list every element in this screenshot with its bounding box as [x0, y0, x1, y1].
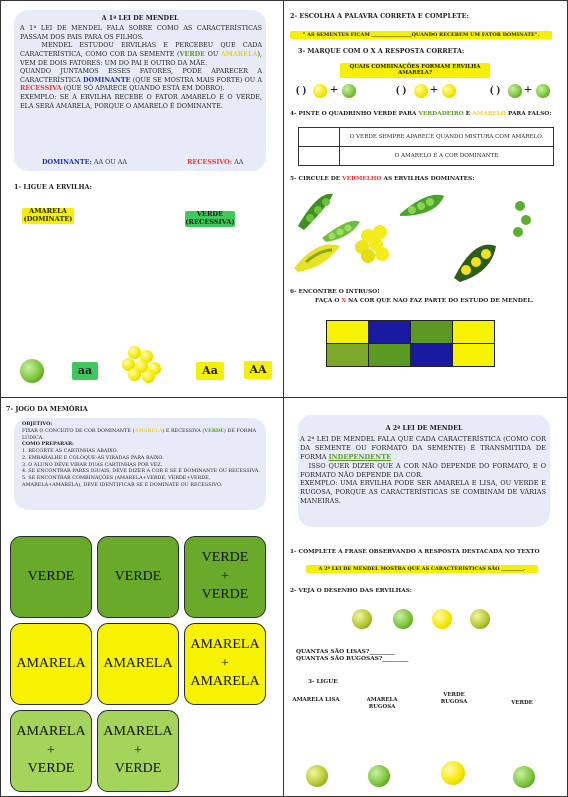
color-cell[interactable]	[326, 343, 369, 367]
memory-card-label: AMARELA + AMARELA	[190, 636, 260, 690]
smooth-count-question: QUANTAS SÃO LISAS?_________	[296, 649, 396, 655]
option-paren-3[interactable]: ( )	[490, 84, 501, 96]
pea-pods-illustration	[288, 186, 560, 288]
option-paren-1[interactable]: ( )	[296, 84, 307, 96]
first-law-title: A 1ª LEI DE MENDEL	[101, 14, 179, 22]
q4-exercise-2-title: 2- VEJA O DESENHO DAS ERVILHAS:	[290, 588, 412, 594]
yellow-peas-icon[interactable]	[355, 225, 389, 263]
exercise-5-title: 5- CIRCULE DE VERMELHO AS ERVILHAS DOMINATES:	[290, 176, 475, 182]
green-pea-icon	[508, 84, 522, 98]
exercise-1-title: 1- LIGUE A ERVILHA:	[14, 183, 92, 191]
memory-card[interactable]	[97, 536, 179, 618]
color-cell[interactable]	[410, 320, 453, 344]
table-row	[299, 128, 554, 147]
tag-verde-recessiva: VERDE (RECESSIVA)	[185, 210, 235, 226]
exercise-6-title: 6- ENCONTRE O INTRUSO!	[290, 289, 380, 295]
yellow-pea-icon	[442, 84, 456, 98]
smooth-yellow-pea-icon[interactable]	[441, 761, 465, 785]
green-pea-icon	[342, 84, 356, 98]
memory-card[interactable]	[184, 623, 266, 705]
label-verde-rugosa: VERDE RUGOSA	[440, 692, 468, 706]
memory-card[interactable]	[10, 623, 92, 705]
memory-card-label: AMARELA + VERDE	[16, 723, 86, 777]
yellow-pea-icon	[414, 84, 428, 98]
first-law-text: A 1ª LEI DE MENDEL FALA SOBRE COMO AS CARACTERÍSTICAS PASSAM DOS PAIS PARA OS FILHOS. MENDEL ESTUDOU ERVILHAS E PERCEBEU QUE CADA CARACTERÍSTICA, COMO COR DA SEMENTE (VERDE OU AMARELA), VEM DE DOIS FATORES: UM DO PAI E OUTRO DA MÃE. QUANDO JUNTAMOS ESSES FATORES, PODE APARECER A CARACTERÍSTICA DOMINANTE (QUE SE MOSTRA MAIS FORTE) OU A RECESSIVA (QUE SÓ APARECE QUANDO ESTÁ EM DOBRO). EXEMPLO: SE A ERVILHA RECEBE O FATOR AMARELO E O VERDE, ELA SERÁ AMARELA, PORQUE O AMARELO É DOMINANTE.	[20, 24, 262, 110]
answer-box[interactable]	[299, 147, 340, 166]
color-cell[interactable]	[368, 343, 411, 367]
exercise-4-title: 4- PINTE O QUADRINHO VERDE PARA VERDADEIRO E AMARELO PARA FALSO:	[290, 111, 552, 117]
memory-card[interactable]	[10, 536, 92, 618]
rough-green-pea-icon[interactable]	[513, 766, 535, 788]
color-cell[interactable]	[326, 320, 369, 344]
smooth-green-pea-icon[interactable]	[368, 765, 390, 787]
color-cell[interactable]	[410, 343, 453, 367]
statement-2: O AMARELO É A COR DOMINANTE	[340, 147, 554, 166]
green-pea-icon	[20, 359, 44, 383]
exercise-2-sentence: " AS SEMENTES FICAM ________________QUANDO RECEBEM UM FATOR DOMINATE".	[290, 31, 552, 39]
memory-card[interactable]	[10, 710, 92, 792]
exercise-2-title: 2- ESCOLHA A PALAVRA CORRETA E COMPLETE:	[290, 12, 469, 20]
answer-box[interactable]	[299, 128, 340, 147]
option-paren-2[interactable]: ( )	[396, 84, 407, 96]
genotype-aa-card: aa	[72, 362, 98, 380]
horizontal-divider	[0, 397, 568, 398]
green-pod-horizontal-icon[interactable]	[400, 195, 444, 216]
green-pea-icon	[536, 84, 550, 98]
yellow-pod-icon[interactable]	[294, 244, 340, 272]
true-false-table	[298, 127, 554, 166]
first-law-p1: A 1ª LEI DE MENDEL FALA SOBRE COMO AS CARACTERÍSTICAS PASSAM DOS PAIS PARA OS FILHOS.	[20, 24, 262, 41]
second-law-title: A 2ª LEI DE MENDEL	[385, 424, 463, 432]
smooth-yellow-pea-icon	[432, 609, 452, 629]
statement-1: O VERDE SEMPRE APARECE QUANDO MISTURA COM AMARELO.	[340, 128, 554, 147]
color-cell[interactable]	[452, 343, 495, 367]
table-row	[299, 147, 554, 166]
genotype-AA-card: AA	[244, 361, 272, 379]
exercise-6-instruction: FAÇA O X NA COR QUE NAO FAZ PARTE DO ESTUDO DE MENDEL.	[315, 298, 534, 304]
smooth-green-pea-icon	[393, 609, 413, 629]
memory-card-label: AMARELA	[16, 655, 86, 671]
memory-card-label: AMARELA	[103, 655, 173, 671]
memory-card[interactable]	[97, 710, 179, 792]
rough-count-question: QUANTAS SÃO RUGOSAS?_________	[296, 656, 409, 662]
label-amarela-rugosa: AMARELA RUGOSA	[366, 697, 398, 711]
memory-game-title: 7- JOGO DA MEMÓRIA	[6, 405, 88, 413]
exercise-3-title: 3- MARQUE COM O X A RESPOSTA CORRETA:	[298, 47, 465, 55]
q4-exercise-3-title: 3- LIGUE	[308, 679, 338, 685]
exercise-3-question: QUAIS COMBINAÇÕES FORMAM ERVILHA AMARELA?	[340, 63, 490, 78]
dark-pod-icon[interactable]	[454, 245, 496, 282]
green-pod-open-icon[interactable]	[322, 221, 360, 242]
tag-amarela-dominante: AMARELA (DOMINATE)	[23, 207, 73, 223]
combination-options: ( ) + ( ) + ( ) +	[296, 82, 556, 102]
label-amarela-lisa: AMARELA LISA	[292, 697, 340, 703]
yellow-pea-cluster-icon	[120, 346, 162, 382]
color-cell[interactable]	[368, 320, 411, 344]
small-green-peas-icon[interactable]	[513, 201, 531, 237]
vertical-divider	[283, 0, 284, 797]
q4-exercise-1-sentence: A 2ª LEI DE MENDEL MOSTRA QUE AS CARACTERÍSTICAS SÃO _________.	[306, 565, 538, 573]
memory-card-label: VERDE	[27, 568, 75, 584]
memory-card[interactable]	[184, 536, 266, 618]
color-grid	[326, 320, 494, 366]
rough-pea-icon	[352, 609, 372, 629]
memory-card-label: VERDE + VERDE	[201, 549, 249, 603]
color-cell[interactable]	[452, 320, 495, 344]
memory-card[interactable]	[97, 623, 179, 705]
genotype-legend: DOMINANTE: AA OU AA RECESSIVO: AA	[42, 158, 244, 166]
rough-pea-icon	[470, 609, 490, 629]
memory-game-instructions: OBJETIVO: FIXAR O CONCEITO DE COR DOMINANTE (AMARELA) E RECESSIVA (VERDE) DE FORMA LÚDICA. COMO PREPARAR: 1. RECORTE AS CARTINHAS ABAIXO. 2. EMBARALHE E COLOQUE-AS VIRADAS PARA BAIXO. 3. O ALUNO DEVE VIRAR DUAS CARTINHAS POR VEZ. 4. SE ENCONTRAR PARES IGUAIS, DEVE DIZER A COR E SE É DOMINANTE OU RECESSIVA. 5. SE ENCONTRAR COMBINAÇÕES (AMARELA+VERDE, VERDE+VERDE, AMARELA+AMARELA), DEVE IDENTIFICAR SE É DOMINATE OU RECESSIVO.	[22, 421, 260, 488]
rough-yellow-pea-icon[interactable]	[306, 765, 328, 787]
label-verde: VERDE	[511, 700, 533, 706]
genotype-Aa-card: Aa	[196, 362, 224, 380]
memory-card-label: AMARELA + VERDE	[103, 723, 173, 777]
green-pod-icon[interactable]	[298, 194, 333, 230]
q4-exercise-1-title: 1- COMPLETE A FRASE OBSERVANDO A RESPOSTA DESTACADA NO TEXTO	[290, 549, 540, 555]
second-law-text: A 2ª LEI DE MENDEL FALA QUE CADA CARACTERÍSTICA (COMO COR DA SEMENTE OU FORMATO DA SEMENTE) É TRANSMITIDA DE FORMA INDEPENDENTE ISSO QUER DIZER QUE A COR NÃO DEPENDE DO FORMATO, E O FORMATO NÃO DEPENDE DA COR. EXEMPLO: UMA ERVILHA PODE SER AMARELA E LISA, OU VERDE E RUGOSA, PORQUE AS CARACTERÍSTICAS SE COMBINAM DE VÁRIAS MANEIRAS.	[300, 435, 546, 506]
yellow-pea-icon	[313, 84, 327, 98]
memory-card-label: VERDE	[114, 568, 162, 584]
